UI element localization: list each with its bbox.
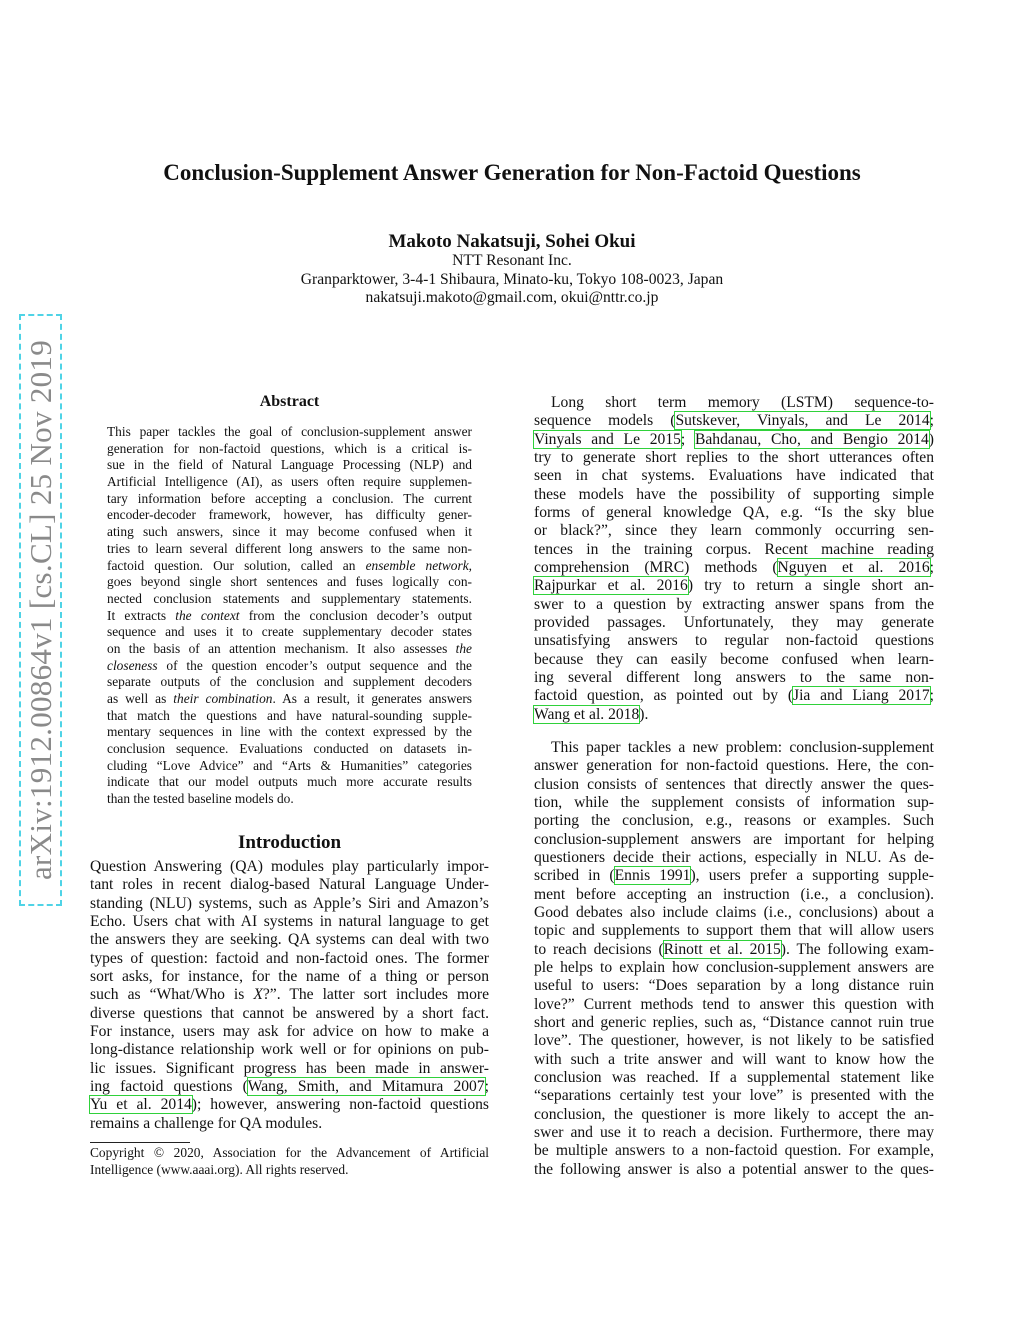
text-line (90, 895, 489, 913)
text-span: mentary sequences in line with the context expressed by the (107, 724, 472, 740)
text-span: ) try to return a single short an- (687, 577, 934, 595)
text-line (534, 776, 934, 794)
citation-link[interactable]: Bahdanau, Cho, and Bengio 2014 (694, 430, 929, 448)
text-span: conclusion, the questioner is more likely to accept the an- (534, 1105, 934, 1123)
text-span: Artificial Intelligence (AI), as users often require supplemen- (107, 474, 472, 490)
text-span: types of question: factoid and non-factoid ones. The former (90, 949, 489, 967)
text-span: as well as (107, 691, 174, 706)
text-line (534, 757, 934, 775)
text-line (107, 624, 472, 641)
text-line (107, 791, 472, 808)
text-span: ) (928, 430, 934, 448)
text-line (534, 1032, 934, 1050)
text-line (107, 424, 472, 441)
text-line (534, 1087, 934, 1105)
text-line (534, 632, 934, 650)
citation-link[interactable]: Yu et al. 2014 (90, 1096, 192, 1114)
text-line (534, 1069, 934, 1087)
text-line (90, 858, 489, 876)
text-span: remains a challenge for QA modules. (90, 1114, 323, 1132)
text-line (534, 559, 934, 577)
text-line (107, 674, 472, 691)
text-span: ing factoid questions ( (90, 1077, 248, 1095)
abstract-body (107, 424, 472, 808)
text-line (534, 849, 934, 867)
text-span: ing several different long answers to the same non- (534, 668, 934, 686)
text-span: Copyright © 2020, Association for the Advancement of Artificial (90, 1145, 489, 1160)
text-line (90, 1041, 489, 1059)
text-span: Intelligence (www.aaai.org). All rights reserved. (90, 1161, 349, 1177)
text-line (107, 724, 472, 741)
citation-link[interactable]: Sutskever, Vinyals, and Le 2014 (675, 412, 930, 430)
text-span: generation for non-factoid questions, which is a critical is- (107, 440, 472, 456)
text-line (534, 449, 934, 467)
text-span: love”. The questioner, however, is not likely to be satisfied (534, 1032, 934, 1050)
text-line (107, 641, 472, 658)
text-span: tries to learn several different long answers to the same non- (107, 540, 472, 556)
arxiv-stamp (19, 314, 62, 906)
text-line (534, 614, 934, 632)
text-line (90, 1023, 489, 1041)
text-span: conclusion sequence. Evaluations conducted on datasets in- (107, 741, 472, 757)
text-span: Long short term memory (LSTM) sequence-to- (551, 394, 934, 411)
text-span: of the question encoder’s output sequence and the (157, 657, 472, 673)
text-line (107, 474, 472, 491)
text-span: encoder-decoder framework, however, has difficulty gener- (107, 507, 472, 523)
text-line (534, 794, 934, 812)
text-line (90, 968, 489, 986)
text-line (107, 708, 472, 725)
emphasis-text: the context (175, 607, 240, 623)
text-line (107, 691, 472, 708)
text-line (107, 758, 472, 775)
text-span: tant roles in recent dialog-based Natural Language Under- (90, 876, 489, 894)
text-span: ; (929, 687, 935, 705)
text-line (90, 913, 489, 931)
text-line (534, 412, 934, 430)
text-line (107, 574, 472, 591)
text-line (107, 558, 472, 575)
authors: Makoto Nakatsuji, Sohei Okui (388, 231, 636, 252)
text-span: ; (680, 430, 695, 448)
text-span: factoid question. Our solution, called an (107, 557, 366, 573)
text-span: For instance, users may ask for advice on how to make a (90, 1022, 489, 1040)
text-line (90, 1162, 489, 1179)
text-line (534, 739, 934, 757)
text-span: It extracts (107, 607, 176, 623)
text-line (534, 669, 934, 687)
text-line (90, 1078, 489, 1096)
text-span: , (468, 557, 473, 573)
text-span: Echo. Users chat with AI systems in natural language to get (90, 912, 489, 930)
text-span: tion, while the supplement consists of information sup- (534, 793, 934, 811)
text-line (107, 441, 472, 458)
problem-paragraph (534, 739, 934, 1179)
text-span: sequence models ( (534, 412, 676, 430)
text-span: ating such answers, since it may become confused when it (107, 524, 472, 540)
abstract-heading: Abstract (259, 393, 320, 410)
text-line (107, 608, 472, 625)
text-span: . As a result, it generates answers (272, 691, 472, 706)
text-line (534, 941, 934, 959)
text-line (534, 1014, 934, 1032)
text-span: swer and use it to reach a decision. Furthermore, there may (534, 1123, 934, 1141)
text-span: from the conclusion decoder’s output (239, 607, 473, 623)
text-span: topic and supplements to support them that will allow users (534, 922, 934, 940)
text-span: tences in the training corpus. Recent machine reading (534, 540, 934, 558)
text-line (90, 1096, 489, 1114)
text-span: that match the questions and have natural-sounding supple- (107, 707, 472, 723)
text-line (534, 486, 934, 504)
text-span: such as “What/Who is (90, 986, 254, 1004)
text-span: try to generate short replies to the short utterances often (534, 448, 934, 466)
text-line (534, 651, 934, 669)
copyright-footnote (90, 1145, 489, 1178)
introduction-heading: Introduction (237, 832, 342, 853)
text-line (534, 867, 934, 885)
affiliation-address: Granparktower, 3-4-1 Shibaura, Minato-ku, Tokyo 108-0023, Japan (300, 271, 724, 288)
text-line (534, 1106, 934, 1124)
text-span: with such a trite answer and will want to know how the (534, 1050, 934, 1068)
text-span: forms of general knowledge QA, e.g. “Is the sky blue (534, 503, 934, 521)
text-line (90, 950, 489, 968)
text-span: ment before accepting an instruction (i.e., a conclusion). (534, 885, 934, 903)
text-span: these models have the possibility of supporting simple (534, 485, 934, 503)
text-span: be multiple answers to a non-factoid question. For example, (534, 1142, 934, 1160)
affiliation-org: NTT Resonant Inc. (452, 252, 572, 269)
text-line (534, 687, 934, 705)
text-span: comprehension (MRC) methods ( (534, 558, 778, 576)
text-span: ; (929, 412, 934, 430)
emphasis-text: their combination (173, 691, 273, 706)
emphasis-text: the (455, 640, 472, 656)
text-span: ), users prefer a supporting supple- (690, 867, 935, 885)
text-line (534, 541, 934, 559)
text-span: nected conclusion statements and supplementary statements. (107, 590, 472, 606)
text-span: Question Answering (QA) modules play particularly impor- (90, 858, 489, 875)
text-span: to reach decisions ( (534, 940, 664, 958)
text-span: love?” Current methods tend to answer this question with (534, 995, 934, 1013)
text-span: or black?”, since they learn commonly occurring sen- (534, 522, 934, 540)
text-span: the following answer is also a potential answer to the ques- (534, 1160, 934, 1178)
text-span: This paper tackles a new problem: conclusion-supplement (551, 739, 934, 756)
text-span: short and generic replies, such as, “Distance cannot ruin true (534, 1013, 934, 1031)
text-span: “separations certainly test your love” is presented with the (534, 1087, 934, 1105)
text-span: clusion consists of sentences that directly answer the ques- (534, 775, 934, 793)
footnote-rule (90, 1142, 190, 1143)
text-line (534, 577, 934, 595)
text-line (90, 931, 489, 949)
text-span: than the tested baseline models do. (107, 791, 294, 807)
citation-link[interactable]: Wang et al. 2018 (534, 705, 640, 723)
text-span: answer generation for non-factoid questions. Here, the con- (534, 757, 934, 775)
text-line (90, 1060, 489, 1078)
text-line (534, 504, 934, 522)
text-span: cluding “Love Advice” and “Arts & Humanities” categories (107, 757, 472, 773)
text-span: seen in chat systems. Evaluations have indicated that (534, 467, 934, 485)
text-span: useful to users: “Does separation by a long distance ruin (534, 977, 934, 995)
text-span: factoid question, as pointed out by ( (534, 687, 794, 705)
text-line (534, 812, 934, 830)
text-line (534, 904, 934, 922)
text-span: ; (929, 558, 934, 576)
text-span: sue in the field of Natural Language Processing (NLP) and (107, 457, 472, 473)
text-span: unsatisfying answers to regular non-factoid questions (534, 632, 934, 650)
text-span: questioners decide their actions, especially in NLU. As de- (534, 848, 934, 866)
lstm-paragraph (534, 394, 934, 724)
text-span: separate outputs of the conclusion and supplement decoders (107, 674, 472, 690)
text-span: indicate that our model outputs much more accurate results (107, 774, 472, 790)
emphasis-text: closeness (107, 657, 158, 673)
text-line (534, 886, 934, 904)
text-line (534, 522, 934, 540)
text-span: porting the conclusion, e.g., reasons or examples. Such (534, 812, 934, 830)
affiliation-emails: nakatsuji.makoto@gmail.com, okui@nttr.co.jp (365, 289, 659, 306)
text-line (107, 457, 472, 474)
text-line (534, 996, 934, 1014)
citation-link[interactable]: Nguyen et al. 2016 (777, 558, 930, 576)
text-line (107, 491, 472, 508)
text-span: diverse questions that cannot be answered by a short fact. (90, 1004, 489, 1022)
text-line (534, 1161, 934, 1179)
text-span: provided passages. Unfortunately, they may generate (534, 613, 934, 631)
text-line (534, 1051, 934, 1069)
text-span: sort asks, for instance, for the name of a thing or person (90, 967, 489, 985)
text-span: conclusion-supplement answers are important for helping (534, 830, 934, 848)
text-line (90, 986, 489, 1004)
text-line (534, 1124, 934, 1142)
text-span: ). The following exam- (780, 940, 934, 958)
text-span: on the basis of an attention mechanism. It also assesses (107, 640, 456, 656)
introduction-paragraph (90, 858, 489, 1133)
text-line (107, 741, 472, 758)
text-line (534, 596, 934, 614)
text-span: ); however, answering non-factoid questions (191, 1096, 489, 1114)
text-line (534, 977, 934, 995)
text-span: scribed in ( (534, 867, 615, 885)
text-line (107, 541, 472, 558)
text-line (90, 1005, 489, 1023)
text-line (534, 394, 934, 412)
text-line (534, 959, 934, 977)
text-span: lic issues. Significant progress has been made in answer- (90, 1059, 489, 1077)
text-line (534, 467, 934, 485)
text-line (107, 524, 472, 541)
citation-link[interactable]: Jia and Liang 2017 (793, 687, 930, 705)
text-span: long-distance relationship work well or for opinions on pub- (90, 1041, 489, 1059)
text-line (107, 507, 472, 524)
citation-link[interactable]: Rinott et al. 2015 (663, 940, 781, 958)
citation-link[interactable]: Rajpurkar et al. 2016 (534, 577, 688, 595)
text-line (90, 1145, 489, 1162)
text-line (107, 774, 472, 791)
text-line (534, 431, 934, 449)
text-span: tary information before accepting a conclusion. The current (107, 490, 472, 506)
text-line (107, 658, 472, 675)
text-span: conclusion was reached. If a supplemental statement like (534, 1068, 934, 1086)
text-span: ). (639, 705, 649, 723)
text-line (90, 876, 489, 894)
text-line (534, 1142, 934, 1160)
citation-link[interactable]: Vinyals and Le 2015 (534, 430, 681, 448)
text-span: the answers they are seeking. QA systems can deal with two (90, 931, 489, 949)
text-span: standing (NLU) systems, such as Apple’s Siri and Amazon’s (90, 894, 489, 912)
text-line (107, 591, 472, 608)
text-span: because they can easily become confused when learn- (534, 650, 934, 668)
citation-link[interactable]: Wang, Smith, and Mitamura 2007 (247, 1077, 485, 1095)
text-line (534, 922, 934, 940)
text-span: ple helps to explain how conclusion-supplement answers are (534, 958, 934, 976)
text-span: ?”. The latter sort includes more (262, 986, 490, 1004)
emphasis-text: ensemble network (365, 557, 469, 573)
text-line (90, 1115, 489, 1133)
text-span: Good debates also include claims (i.e., conclusions) about a (534, 903, 934, 921)
text-line (534, 706, 934, 724)
emphasis-text: X (253, 986, 263, 1004)
text-span: goes beyond single short sentences and fuses logically con- (107, 574, 472, 590)
paper-title: Conclusion-Supplement Answer Generation for Non-Factoid Questions (163, 160, 861, 185)
text-span: swer to a question by extracting answer spans from the (534, 595, 934, 613)
text-span: This paper tackles the goal of conclusion-supplement answer (107, 424, 472, 439)
text-line (534, 831, 934, 849)
text-span: sequence and uses it to create supplementary decoder states (107, 624, 472, 640)
text-span: ; (484, 1077, 489, 1095)
citation-link[interactable]: Ennis 1991 (614, 867, 691, 885)
arxiv-identifier: arXiv:1912.00864v1 [cs.CL] 25 Nov 2019 (22, 339, 58, 881)
